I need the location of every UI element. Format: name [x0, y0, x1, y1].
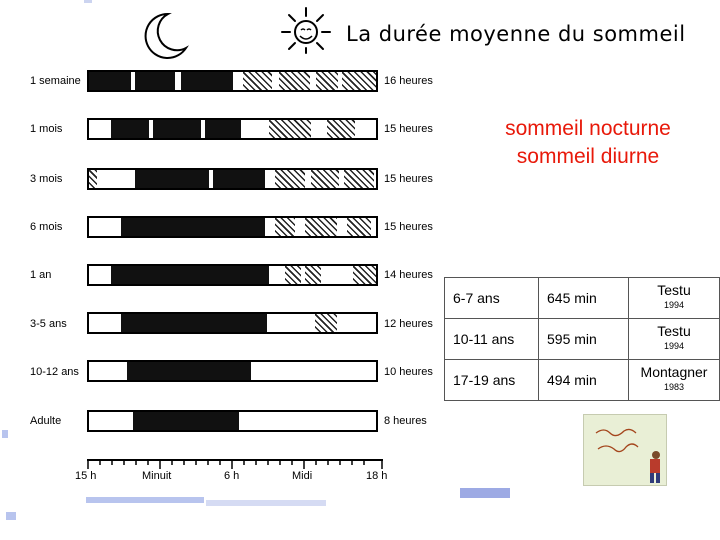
page-title: La durée moyenne du sommeil [346, 22, 686, 46]
hours-label: 16 heures [384, 75, 433, 87]
table-cell-minutes: 494 min [539, 360, 629, 401]
sleep-bar [87, 410, 378, 432]
sleep-bar [87, 264, 378, 286]
source-name: Testu [657, 282, 691, 298]
sleep-bar [87, 360, 378, 382]
hours-label: 15 heures [384, 173, 433, 185]
row-label: Adulte [30, 415, 62, 427]
book-cover-text [584, 415, 666, 485]
table-row [445, 360, 720, 401]
table-cell-source [629, 360, 720, 401]
table-cell-age: 6-7 ans [445, 278, 539, 319]
row-label: 3 mois [30, 173, 63, 185]
time-axis [85, 458, 385, 470]
axis-tick-label: 15 h [75, 470, 97, 482]
source-year: 1994 [663, 300, 685, 310]
sleep-bar [87, 168, 378, 190]
table-cell-age: 10-11 ans [445, 319, 539, 360]
row-label: 10-12 ans [30, 366, 79, 378]
hours-label: 10 heures [384, 366, 433, 378]
table-cell-minutes: 595 min [539, 319, 629, 360]
decorative-strip [84, 0, 92, 3]
table-cell-minutes: 645 min [539, 278, 629, 319]
axis-tick-label: Midi [292, 470, 313, 482]
sleep-bar [87, 70, 378, 92]
sleep-bar [87, 118, 378, 140]
decorative-strip [206, 500, 326, 506]
smiling-sun-icon [278, 6, 334, 54]
axis-tick-label: Minuit [142, 470, 172, 482]
source-year: 1994 [663, 341, 685, 351]
decorative-strip [6, 512, 16, 520]
decorative-strip [2, 430, 8, 438]
decorative-strip [86, 497, 204, 503]
row-label: 1 semaine [30, 75, 81, 87]
decorative-strip [460, 488, 510, 498]
hours-label: 15 heures [384, 123, 433, 135]
hours-label: 15 heures [384, 221, 433, 233]
source-year: 1983 [663, 382, 685, 392]
source-name: Testu [657, 323, 691, 339]
hours-label: 8 heures [384, 415, 427, 427]
table-row [445, 278, 720, 319]
legend-night-sleep: sommeil nocturne [505, 117, 671, 140]
table-cell-source [629, 319, 720, 360]
axis-tick-label: 18 h [366, 470, 388, 482]
table-row [445, 319, 720, 360]
row-label: 1 mois [30, 123, 63, 135]
legend-day-sleep: sommeil diurne [516, 145, 660, 168]
table-cell-source [629, 278, 720, 319]
row-label: 6 mois [30, 221, 63, 233]
source-name: Montagner [640, 364, 708, 380]
row-label: 3-5 ans [30, 318, 67, 330]
table-cell-age: 17-19 ans [445, 360, 539, 401]
book-cover-image [583, 414, 667, 486]
sleep-duration-table [444, 277, 720, 401]
row-label: 1 an [30, 269, 52, 281]
sleep-bar [87, 216, 378, 238]
sleep-bar [87, 312, 378, 334]
hours-label: 12 heures [384, 318, 433, 330]
axis-tick-label: 6 h [224, 470, 240, 482]
hours-label: 14 heures [384, 269, 433, 281]
crescent-moon-icon [138, 8, 190, 60]
